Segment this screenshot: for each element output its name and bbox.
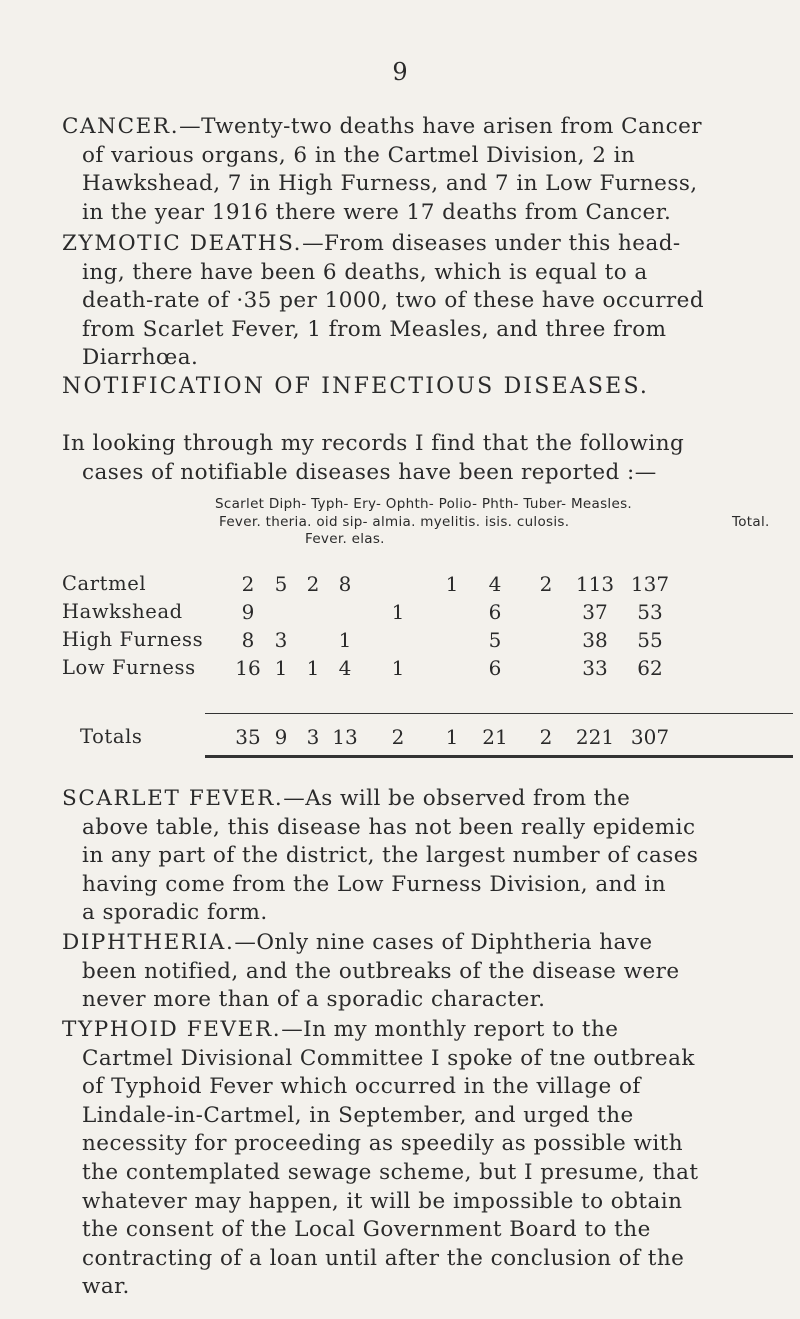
cancer-line-3: Hawkshead, 7 in High Furness, and 7 in Low Furness,: [82, 171, 698, 197]
typhoid-line-6: the contemplated sewage scheme, but I presume, that: [82, 1159, 699, 1185]
totals-cell-ophth: 2: [391, 725, 405, 749]
table-rule-top: [205, 713, 793, 714]
totals-cell-typh: 3: [306, 725, 320, 749]
zymotic-line-3: death-rate of ·35 per 1000, two of these have occurred: [82, 288, 705, 314]
typhoid-paragraph: [62, 1016, 722, 1302]
diphtheria-line-2: been notified, and the outbreaks of the disease were: [82, 958, 680, 984]
scarlet-fever-line-1: —As will be observed from the: [283, 786, 631, 811]
table-cell-phth: 4: [488, 572, 502, 596]
cancer-line-1: —Twenty-two deaths have arisen from Cancer: [179, 114, 702, 139]
diphtheria-line-3: never more than of a sporadic character.: [82, 987, 546, 1013]
table-cell-scarlet: 8: [241, 628, 255, 652]
table-cell-total: 55: [637, 628, 663, 652]
scarlet-fever-heading: SCARLET FEVER.: [62, 786, 284, 811]
table-cell-phth: 6: [488, 656, 502, 680]
zymotic-line-1: —From diseases under this head-: [302, 231, 681, 256]
table-cell-ophth: 1: [391, 600, 405, 624]
typhoid-line-10: war.: [82, 1274, 130, 1300]
typhoid-line-7: whatever may happen, it will be impossible to obtain: [82, 1188, 683, 1214]
table-header-line-3: Fever. elas.: [305, 531, 385, 547]
table-cell-measles: 38: [582, 628, 608, 652]
scarlet-fever-line-4: having come from the Low Furness Division, and in: [82, 871, 667, 897]
typhoid-line-8: the consent of the Local Government Board to the: [82, 1217, 651, 1243]
table-cell-phth: 6: [488, 600, 502, 624]
totals-cell-phth: 21: [482, 725, 508, 749]
table-cell-scarlet: 2: [241, 572, 255, 596]
cancer-line-2: of various organs, 6 in the Cartmel Division, 2 in: [82, 142, 636, 168]
cancer-line-4: in the year 1916 there were 17 deaths from Cancer.: [82, 199, 672, 225]
totals-cell-tuber: 2: [539, 725, 553, 749]
totals-cell-measles: 221: [575, 725, 615, 749]
zymotic-line-4: from Scarlet Fever, 1 from Measles, and three from: [82, 316, 667, 342]
typhoid-line-1: —In my monthly report to the: [281, 1017, 619, 1042]
totals-cell-scarlet: 35: [235, 725, 261, 749]
table-cell-scarlet: 16: [235, 656, 261, 680]
cancer-heading: CANCER.: [62, 114, 180, 139]
page-number: 9: [392, 58, 408, 86]
totals-cell-polio: 1: [445, 725, 459, 749]
notification-line-2: cases of notifiable diseases have been reported :—: [82, 459, 657, 485]
cancer-paragraph: [62, 113, 722, 227]
typhoid-line-2: Cartmel Divisional Committee I spoke of tne outbreak: [82, 1045, 695, 1071]
totals-cell-ery: 13: [332, 725, 358, 749]
typhoid-line-4: Lindale-in-Cartmel, in September, and urged the: [82, 1102, 634, 1128]
totals-cell-diph: 9: [274, 725, 288, 749]
table-cell-total: 53: [637, 600, 663, 624]
table-cell-total: 62: [637, 656, 663, 680]
typhoid-line-3: of Typhoid Fever which occurred in the village of: [82, 1074, 641, 1100]
notification-heading: NOTIFICATION OF INFECTIOUS DISEASES.: [62, 374, 650, 399]
table-cell-ophth: 1: [391, 656, 405, 680]
table-cell-ery: 8: [338, 572, 352, 596]
table-cell-measles: 37: [582, 600, 608, 624]
table-cell-ery: 1: [338, 628, 352, 652]
table-cell-ery: 4: [338, 656, 352, 680]
table-row-label: High Furness: [62, 628, 204, 651]
table-row-label: Hawkshead: [62, 600, 183, 623]
zymotic-line-5: Diarrhœa.: [82, 345, 199, 371]
zymotic-heading: ZYMOTIC DEATHS.: [62, 231, 303, 256]
scarlet-fever-line-3: in any part of the district, the largest number of cases: [82, 843, 699, 869]
table-cell-total: 137: [630, 572, 670, 596]
notification-paragraph: [62, 430, 722, 487]
table-cell-measles: 113: [575, 572, 615, 596]
diphtheria-line-1: —Only nine cases of Diphtheria have: [234, 930, 653, 955]
table-cell-diph: 3: [274, 628, 288, 652]
table-cell-diph: 1: [274, 656, 288, 680]
zymotic-paragraph: [62, 230, 722, 373]
table-cell-polio: 1: [445, 572, 459, 596]
scarlet-fever-line-5: a sporadic form.: [82, 900, 268, 926]
totals-cell-total: 307: [630, 725, 670, 749]
zymotic-line-2: ing, there have been 6 deaths, which is equal to a: [82, 259, 648, 285]
table-header-total: Total.: [732, 514, 770, 530]
diphtheria-heading: DIPHTHERIA.: [62, 930, 235, 955]
table-header-line-1: Scarlet Diph- Typh- Ery- Ophth- Polio- Phth- Tuber- Measles.: [215, 496, 632, 512]
typhoid-line-5: necessity for proceeding as speedily as possible with: [82, 1131, 684, 1157]
scarlet-fever-paragraph: [62, 785, 722, 928]
table-row-label: Low Furness: [62, 656, 196, 679]
table-header-line-2: Fever. theria. oid sip- almia. myelitis. isis. culosis.: [219, 514, 570, 530]
typhoid-heading: TYPHOID FEVER.: [62, 1017, 282, 1042]
table-cell-typh: 1: [306, 656, 320, 680]
typhoid-line-9: contracting of a loan until after the conclusion of the: [82, 1245, 685, 1271]
table-row-label: Cartmel: [62, 572, 147, 595]
table-cell-diph: 5: [274, 572, 288, 596]
diphtheria-paragraph: [62, 929, 722, 1015]
totals-row-label: Totals: [80, 725, 143, 748]
scarlet-fever-line-2: above table, this disease has not been really epidemic: [82, 814, 696, 840]
table-rule-bottom: [205, 755, 793, 758]
table-cell-typh: 2: [306, 572, 320, 596]
table-cell-measles: 33: [582, 656, 608, 680]
table-cell-scarlet: 9: [241, 600, 255, 624]
table-cell-tuber: 2: [539, 572, 553, 596]
table-cell-phth: 5: [488, 628, 502, 652]
notification-line-1: In looking through my records I find that the following: [62, 431, 685, 456]
